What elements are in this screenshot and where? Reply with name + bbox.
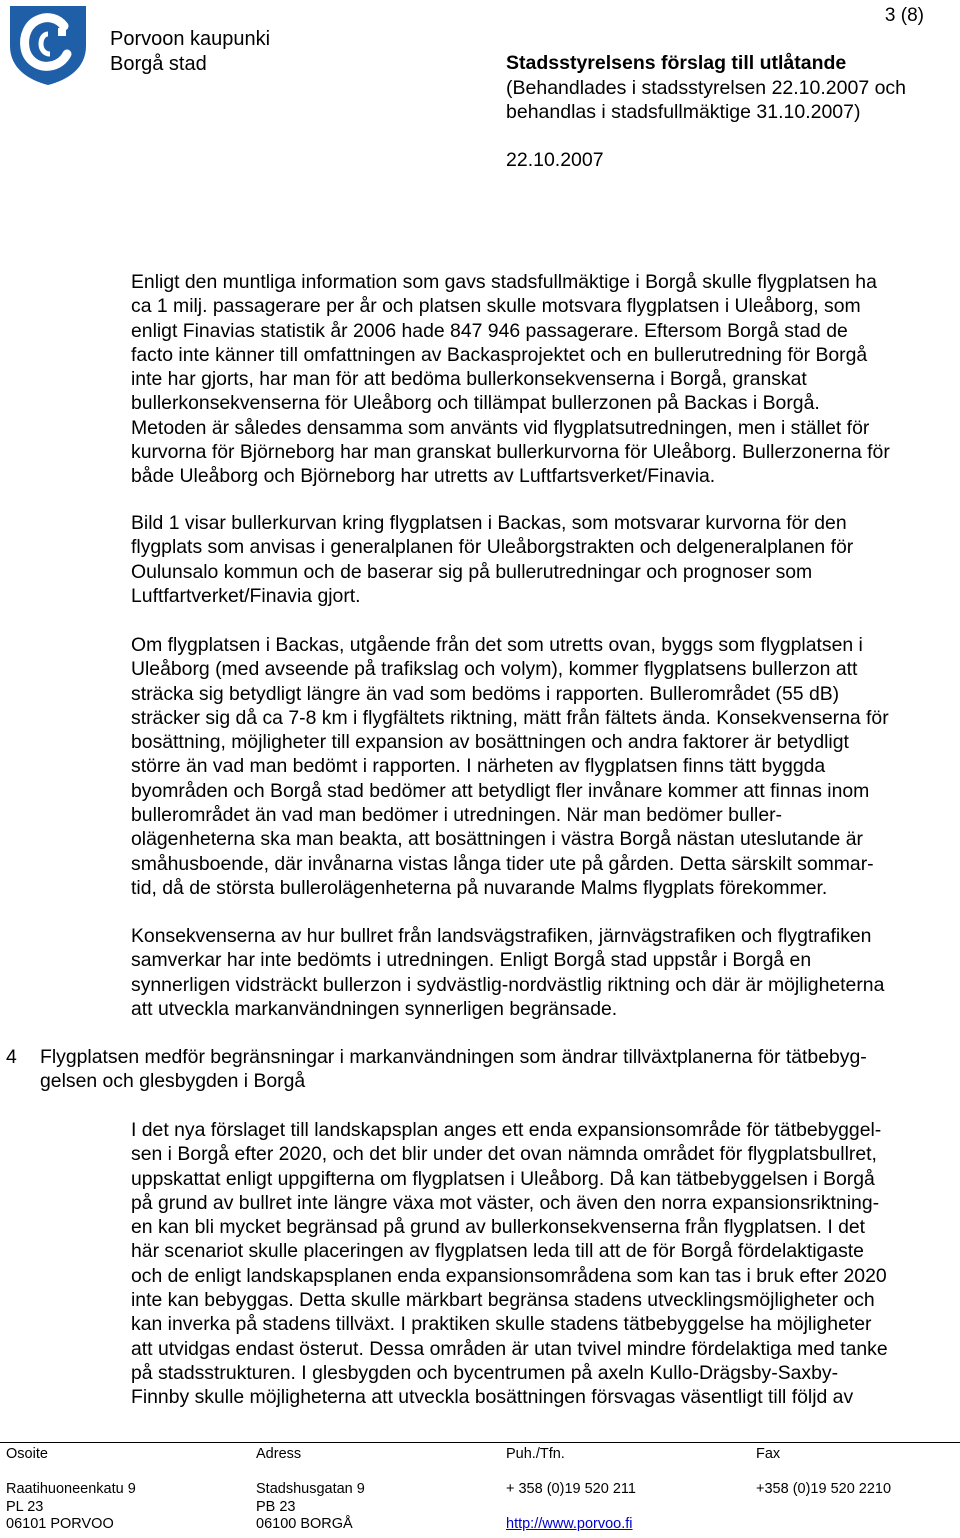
section-number: 4 [6,1046,17,1068]
section-4-paragraph [131,1118,959,1410]
paragraph-line: Uleåborg (med avseende på trafikslag och volym), kommer flygplatsens bullerzon att [131,658,858,681]
footer-website-link[interactable]: http://www.porvoo.fi [506,1516,633,1533]
paragraph-line: olägenheterna ska man beakta, att bosättningen i västra Borgå nästan uteslutande är [131,828,863,851]
footer-street-fi: Raatihuoneenkatu 9 [6,1481,136,1498]
footer-label-adress: Adress [256,1446,302,1462]
paragraph-line: att utvidgas endast österut. Dessa områden är utan tvivel mindre fördelaktiga med tanke [131,1337,888,1360]
footer-postal-fi: 06101 PORVOO [6,1516,114,1533]
paragraph-line: Luftfartverket/Finavia gjort. [131,584,361,607]
paragraph-4 [131,924,959,1021]
section-heading-line: gelsen och glesbygden i Borgå [40,1070,306,1093]
paragraph-line: bullerkonsekvenserna för Uleåborg och tillämpat bullerzonen på Backas i Borgå. [131,392,820,415]
document-subtitle-line1: (Behandlades i stadsstyrelsen 22.10.2007 och [506,76,907,99]
footer-address-fi [6,1446,136,1534]
paragraph-line: sen i Borgå efter 2020, och det blir under det ovan nämnda området för flygplatsbullret, [131,1143,877,1166]
paragraph-line: Om flygplatsen i Backas, utgående från det som utretts ovan, byggs som flygplatsen i [131,634,863,656]
paragraph-line: tid, då de största bullerolägenheterna på nuvarande Malms flygplats förekommer. [131,876,828,899]
paragraph-line: synnerligen vidsträckt bullerzon i sydvästlig-nordvästlig riktning och där är möjligheterna [131,973,885,996]
paragraph-line: både Uleåborg och Björneborg har utretts av Luftfartsverket/Finavia. [131,465,716,488]
paragraph-line: här scenariot skulle placeringen av flygplatsen leda till att de för Borgå fördelaktigaste [131,1240,864,1263]
organization-name-fi: Porvoon kaupunki [110,28,271,50]
footer-postal-sv: 06100 BORGÅ [256,1516,353,1533]
paragraph-line: inte kan bebyggas. Detta skulle märkbart begränsa stadens utvecklingsmöjligheter och [131,1289,875,1312]
footer-fax-column [756,1446,891,1499]
paragraph-3 [131,633,959,900]
paragraph-line: Konsekvenserna av hur bullret från landsvägstrafiken, järnvägstrafiken och flygtrafiken [131,925,872,947]
section-heading [40,1045,867,1094]
paragraph-line: en kan bli mycket begränsad på grund av bullerkonsekvenserna från flygplatsen. I det [131,1216,866,1239]
paragraph-line: kan inverka på stadens tillväxt. I praktiken skulle stadens tätbebyggelse ha möjligheter [131,1313,872,1336]
section-heading-line: Flygplatsen medför begränsningar i markanvändningen som ändrar tillväxtplanerna för tätbebyg- [40,1046,867,1068]
paragraph-line: facto inte känner till omfattningen av Backasprojektet och en bullerutredning för Borgå [131,343,868,366]
paragraph-line: på stadsstrukturen. I glesbygden och bycentrumen på axeln Kullo-Drägsby-Saxby- [131,1361,839,1384]
paragraph-2 [131,511,959,608]
paragraph-line: samverkar har inte bedömts i utredningen. Enligt Borgå stad uppstår i Borgå en [131,949,812,972]
paragraph-line: större än vad man bedömt i rapporten. I närheten av flygplatsen finns tätt byggda [131,755,826,778]
footer-phone-column [506,1446,636,1534]
document-header [506,51,906,125]
paragraph-line: I det nya förslaget till landskapsplan anges ett enda expansionsområde för tätbebyggel- [131,1119,882,1141]
paragraph-line: sträcka sig betydligt längre än vad som bedöms i rapporten. Bullerområdet (55 dB) [131,682,840,705]
paragraph-line: Oulunsalo kommun och de baserar sig på bullerutredningar och prognoser som [131,560,813,583]
paragraph-line: sträcker sig då ca 7-8 km i flygfältets riktning, mätt från fältets ända. Konsekvenserna för [131,706,889,729]
paragraph-line: bullerområdet än vad man bedömer i utredningen. När man bedömer buller- [131,804,783,827]
paragraph-line: byområden och Borgå stad bedömer att betydligt fler invånare kommer att finnas inom [131,779,870,802]
paragraph-line: Finnby skulle möjligheterna att utveckla bosättningen försvagas väsentligt till följd av [131,1386,854,1409]
paragraph-line: bosättning, möjligheter till expansion av bosättningen och andra faktorer är betydligt [131,731,849,754]
footer-divider [0,1442,960,1443]
paragraph-line: på grund av bullret inte längre växa mot väster, och även den norra expansionsriktning- [131,1191,880,1214]
paragraph-line: Bild 1 visar bullerkurvan kring flygplatsen i Backas, som motsvarar kurvorna för den [131,512,847,534]
organization-name [110,27,270,77]
paragraph-line: flygplats som anvisas i generalplanen för Uleåborgstrakten och delgeneralplanen för [131,536,854,559]
paragraph-line: enligt Finavias statistik år 2006 hade 847 946 passagerare. Eftersom Borgå stad de [131,319,848,342]
footer-address-sv [256,1446,365,1534]
city-coat-of-arms-logo [8,4,88,86]
paragraph-line: inte har gjorts, har man för att bedöma bullerkonsekvenserna i Borgå, granskat [131,368,807,391]
footer-fax: +358 (0)19 520 2210 [756,1481,892,1498]
paragraph-line: småhusboende, där invånarna vistas långa tider ute på gården. Detta särskilt sommar- [131,852,874,875]
paragraph-line: Enligt den muntliga information som gavs stadsfullmäktige i Borgå skulle flygplatsen ha [131,271,877,293]
paragraph-line: uppskattat enligt uppgifterna om flygplatsen i Uleåborg. Då kan tätbebyggelsen i Borgå [131,1167,875,1190]
document-subtitle-line2: behandlas i stadsfullmäktige 31.10.2007) [506,101,861,123]
organization-name-sv: Borgå stad [110,53,207,75]
footer-street-sv: Stadshusgatan 9 [256,1481,365,1498]
paragraph-line: och de enligt landskapsplanen enda expansionsområdena som kan tas i bruk efter 2020 [131,1264,887,1287]
paragraph-line: att utveckla markanvändningen synnerligen begränsade. [131,997,618,1020]
paragraph-line: Metoden är således densamma som använts vid flygplatsutredningen, men i stället för [131,416,870,439]
paragraph-1 [131,270,959,489]
footer-label-osoite: Osoite [6,1446,48,1462]
document-title: Stadsstyrelsens förslag till utlåtande [506,52,847,74]
footer-label-fax: Fax [756,1446,781,1462]
document-date: 22.10.2007 [506,149,604,171]
paragraph-line: kurvorna för Björneborg har man granskat bullerkurvorna för Uleåborg. Bullerzonerna för [131,441,890,464]
page-number: 3 (8) [884,5,924,26]
footer-pobox-fi: PL 23 [6,1498,44,1515]
paragraph-line: ca 1 milj. passagerare per år och platsen skulle motsvara flygplatsen i Uleåborg, som [131,295,861,318]
footer-phone: + 358 (0)19 520 211 [506,1481,636,1498]
footer-pobox-sv: PB 23 [256,1498,296,1515]
footer-label-phone: Puh./Tfn. [506,1446,565,1462]
